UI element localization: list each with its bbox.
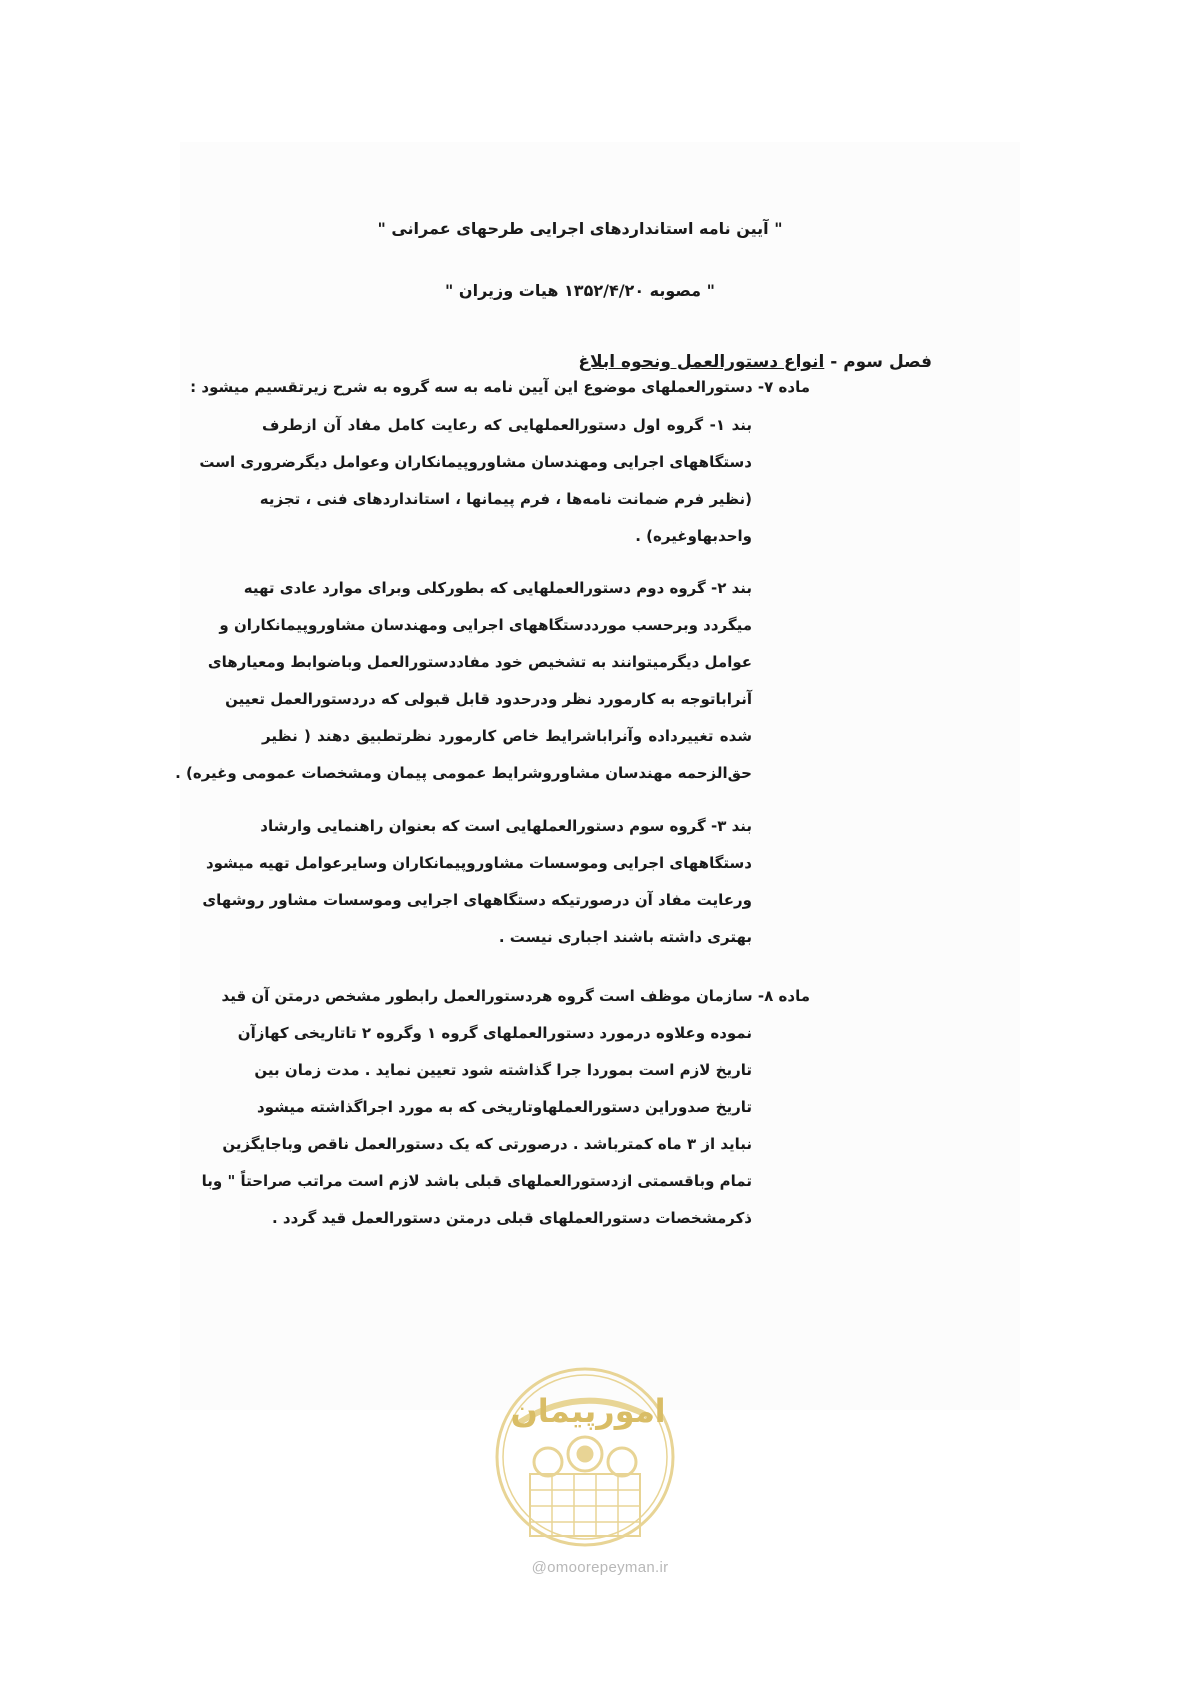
clause-2-line: شده تغییرداده وآنراباشرایط خاص کارمورد نظرتطبیق دهند ( نظیر (262, 727, 752, 745)
watermark-logo-icon (490, 1362, 680, 1552)
article-8-line: نباید از ۳ ماه کمترباشد . درصورتی که یک دستورالعمل ناقص وباجایگزین (222, 1135, 752, 1153)
clause-3-line: بهتری داشته باشند اجباری نیست . (498, 928, 752, 946)
clause-1-line: (نظیر فرم ضمانت نامه‌ها ، فرم پیمانها ، استانداردهای فنی ، تجزیه (259, 490, 752, 508)
article-8-line: تاریخ صدوراین دستورالعملهاوتاریخی که به مورد اجراگذاشته میشود (257, 1098, 752, 1116)
clause-2-line: آنراباتوجه به کارمورد نظر ودرحدود قابل قبولی که دردستورالعمل تعیین (225, 690, 752, 708)
chapter-heading (360, 350, 932, 374)
approval-line: " مصوبه ۱۳۵۲/۴/۲۰ هیات وزیران " (445, 281, 715, 300)
clause-3-line: بند ۳- گروه سوم دستورالعملهایی است که بعنوان راهنمایی وارشاد (260, 817, 752, 835)
article-8-line: ماده ۸- سازمان موظف است گروه هردستورالعمل رابطور مشخص درمتن آن قید (221, 987, 810, 1005)
article-7-heading: ماده ۷- دستورالعملهای موضوع این آیین نامه به سه گروه به شرح زیرتقسیم میشود : (190, 378, 810, 396)
clause-3-line: ورعایت مفاد آن درصورتیکه دستگاههای اجرایی وموسسات مشاور روشهای (202, 891, 752, 909)
clause-1-line: دستگاههای اجرایی ومهندسان مشاوروپیمانکاران وعوامل دیگرضروری است (199, 453, 752, 471)
document-title: " آیین نامه استانداردهای اجرایی طرحهای عمرانی " (377, 219, 783, 238)
clause-2-line: میگردد وبرحسب مورددستگاههای اجرایی ومهندسان مشاوروپیمانکاران و (219, 616, 752, 634)
watermark-logo-text: امورپیمان (510, 1392, 666, 1430)
watermark-site: @omoorepeyman.ir (531, 1559, 669, 1576)
clause-3-line: دستگاههای اجرایی وموسسات مشاوروپیمانکاران وسایرعوامل تهیه میشود (205, 854, 752, 872)
clause-2-line: بند ۲- گروه دوم دستورالعملهایی که بطورکلی وبرای موارد عادی تهیه (243, 579, 752, 597)
chapter-prefix: فصل سوم - (824, 352, 932, 372)
article-8-line: نموده وعلاوه درمورد دستورالعملهای گروه ۱ وگروه ۲ تاتاریخی کهازآن (237, 1024, 752, 1042)
clause-1-line: بند ۱- گروه اول دستورالعملهایی که رعایت کامل مفاد آن ازطرف (262, 416, 752, 434)
clause-1-line: واحدبهاوغیره) . (635, 527, 752, 545)
article-8-line: ذکرمشخصات دستورالعملهای قبلی درمتن دستورالعمل قید گردد . (271, 1209, 752, 1227)
clause-2-line: عوامل دیگرمیتوانند به تشخیص خود مفاددستورالعمل وباضوابط ومعیارهای (207, 653, 752, 671)
clause-2-line: حق‌الزحمه مهندسان مشاوروشرایط عمومی پیمان ومشخصات عمومی وغیره) . (175, 764, 752, 782)
chapter-title: انواع دستورالعمل ونحوه ابلاغ (578, 352, 825, 372)
article-8-line: تاریخ لازم است بموردا جرا گذاشته شود تعیین نماید . مدت زمان بین (254, 1061, 752, 1079)
article-8-line: تمام وباقسمتی ازدستورالعملهای قبلی باشد لازم است مراتب صراحتاً " وبا (201, 1172, 752, 1190)
